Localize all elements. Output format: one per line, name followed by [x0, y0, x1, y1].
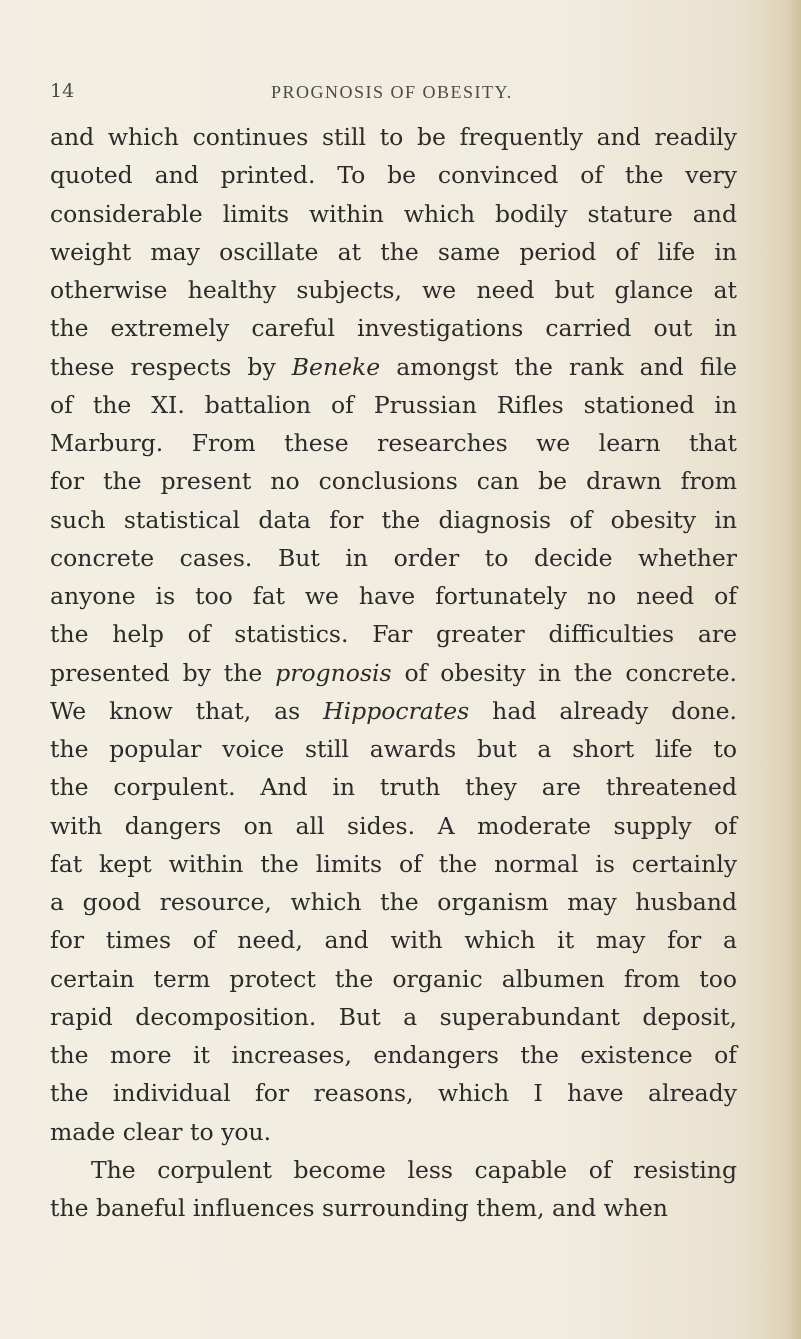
text-line	[50, 921, 737, 959]
text-segment: The corpulent become less capable of resisting	[91, 1155, 737, 1184]
text-segment: otherwise healthy subjects, we need but glance at	[50, 276, 737, 304]
text-line	[50, 1151, 737, 1189]
text-segment: quoted and printed. To be convinced of the very	[50, 161, 737, 190]
text-segment: amongst the rank and file	[380, 352, 737, 381]
text-segment: rapid decomposition. But a superabundant deposit,	[50, 1002, 737, 1031]
text-segment: made clear to you.	[50, 1117, 272, 1146]
text-line	[50, 998, 737, 1036]
text-segment: with dangers on all sides. A moderate supply of	[50, 811, 737, 840]
text-line	[50, 1113, 737, 1151]
text-line	[50, 845, 737, 883]
text-line	[50, 348, 737, 386]
text-segment: the popular voice still awards but a short life to	[50, 735, 737, 763]
text-segment: presented by the	[50, 658, 276, 687]
text-segment: such statistical data for the diagnosis of obesity in	[50, 505, 737, 534]
text-line	[50, 1189, 737, 1227]
text-line	[50, 768, 737, 806]
text-line	[50, 807, 737, 845]
text-line	[50, 233, 737, 271]
running-header	[50, 80, 761, 108]
text-segment: for times of need, and with which it may for a	[50, 926, 737, 955]
text-line	[50, 118, 737, 156]
text-segment: of the XI. battalion of Prussian Rifles stationed in	[50, 390, 737, 419]
italic-name: Hippocrates	[323, 696, 470, 725]
text-segment: these respects by	[50, 352, 292, 381]
text-segment: Marburg. From these researches we learn that	[50, 429, 737, 457]
text-segment: considerable limits within which bodily stature and	[50, 199, 737, 228]
text-line	[50, 501, 737, 539]
text-line	[50, 615, 737, 653]
text-line	[50, 654, 737, 692]
text-line	[50, 960, 737, 998]
text-segment: a good resource, which the organism may husband	[50, 888, 737, 916]
text-line	[50, 1036, 737, 1074]
text-line	[50, 883, 737, 921]
text-segment: the baneful influences surrounding them, and when	[50, 1194, 668, 1222]
text-segment: for the present no conclusions can be drawn from	[50, 467, 737, 496]
page-edge-shadow	[767, 0, 801, 1339]
text-segment: fat kept within the limits of the normal is certainly	[50, 849, 737, 878]
text-line	[50, 386, 737, 424]
text-segment: and which continues still to be frequently and readily	[50, 123, 737, 151]
text-segment: anyone is too fat we have fortunately no need of	[50, 582, 737, 610]
text-line	[50, 462, 737, 500]
text-line	[50, 156, 737, 194]
text-segment: concrete cases. But in order to decide whether	[50, 543, 737, 572]
text-line	[50, 730, 737, 768]
italic-name: prognosis	[275, 658, 392, 687]
text-line	[50, 309, 737, 347]
text-line	[50, 424, 737, 462]
text-segment: of obesity in the concrete.	[391, 658, 738, 687]
text-segment: the help of statistics. Far greater difficulties are	[50, 620, 737, 649]
text-segment: certain term protect the organic albumen from too	[50, 964, 737, 993]
italic-name: Beneke	[291, 352, 381, 381]
text-line	[50, 692, 737, 730]
text-segment: weight may oscillate at the same period of life in	[50, 237, 737, 266]
text-segment: the more it increases, endangers the existence of	[50, 1041, 737, 1069]
body-text	[50, 118, 737, 1227]
page-number: 14	[50, 80, 75, 102]
text-segment: had already done.	[469, 696, 737, 725]
text-segment: the extremely careful investigations carried out in	[50, 314, 737, 343]
text-line	[50, 195, 737, 233]
text-segment: the individual for reasons, which I have already	[50, 1079, 737, 1108]
text-line	[50, 539, 737, 577]
text-segment: We know that, as	[50, 696, 324, 725]
text-line	[50, 271, 737, 309]
text-segment: the corpulent. And in truth they are threatened	[50, 773, 737, 802]
text-line	[50, 577, 737, 615]
running-title: PROGNOSIS OF OBESITY.	[271, 82, 513, 102]
text-line	[50, 1074, 737, 1112]
